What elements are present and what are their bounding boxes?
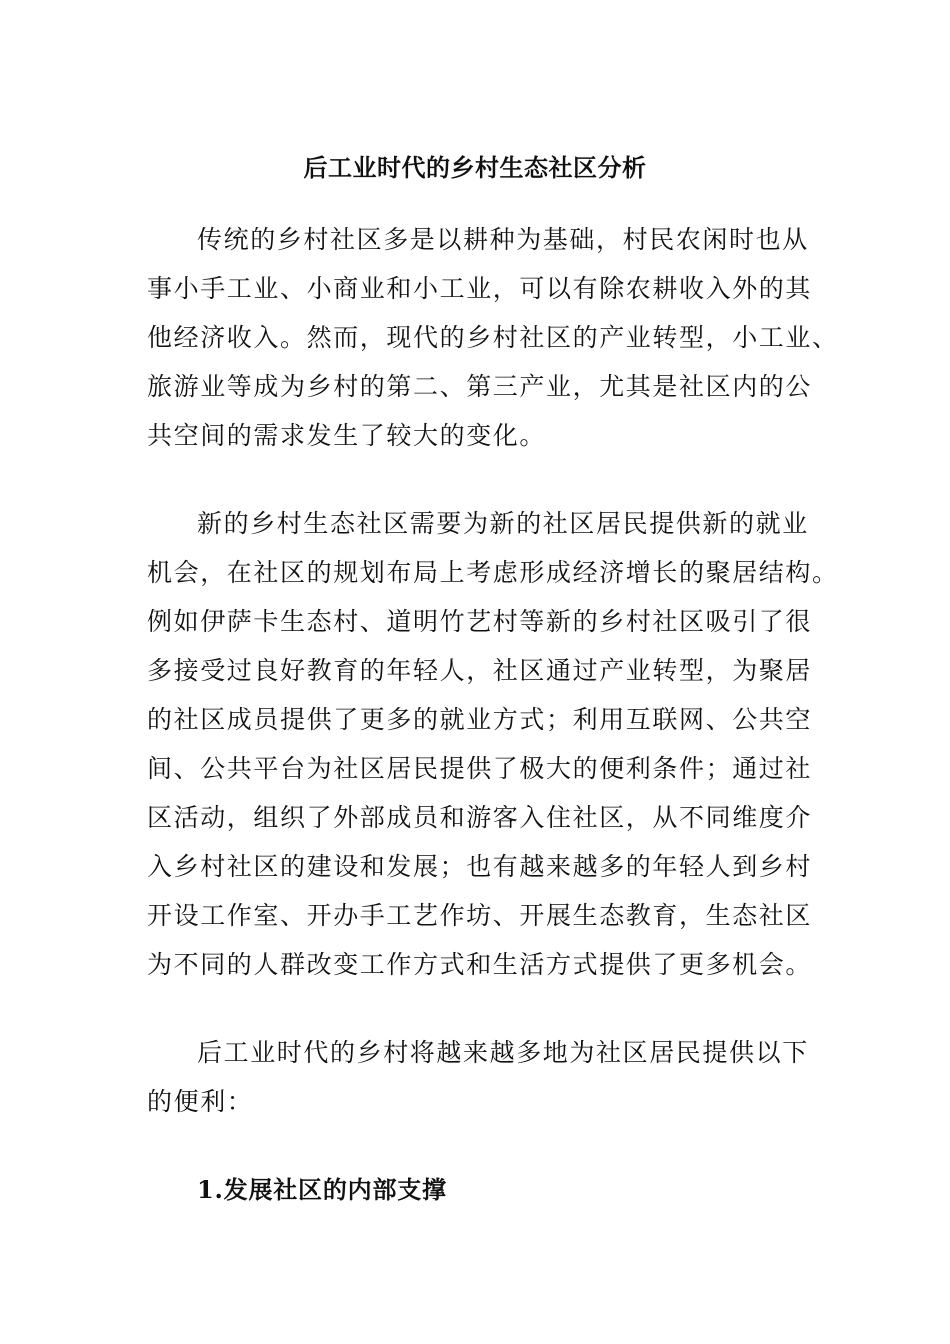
paragraph-3-line-1: 后工业时代的乡村将越来越多地为社区居民提供以下 <box>197 1038 809 1067</box>
paragraph-2-line-10: 为不同的人群改变工作方式和生活方式提供了更多机会。 <box>147 950 813 979</box>
paragraph-1-line-1: 传统的乡村社区多是以耕种为基础，村民农闲时也从 <box>197 225 809 254</box>
paragraph-2-line-6: 间、公共平台为社区居民提供了极大的便利条件；通过社 <box>147 754 813 783</box>
paragraph-2-line-8: 入乡村社区的建设和发展；也有越来越多的年轻人到乡村 <box>147 852 813 881</box>
paragraph-2-line-4: 多接受过良好教育的年轻人，社区通过产业转型，为聚居 <box>147 656 813 685</box>
paragraph-2-line-9: 开设工作室、开办手工艺作坊、开展生态教育，生态社区 <box>147 901 813 930</box>
paragraph-2-line-3: 例如伊萨卡生态村、道明竹艺村等新的乡村社区吸引了很 <box>147 607 813 636</box>
document-title: 后工业时代的乡村生态社区分析 <box>303 153 647 183</box>
section-heading: 1.发展社区的内部支撑 <box>197 1175 447 1204</box>
paragraph-1-line-5: 共空间的需求发生了较大的变化。 <box>147 421 547 450</box>
paragraph-1-line-2: 事小手工业、小商业和小工业，可以有除农耕收入外的其 <box>147 274 813 303</box>
paragraph-2-line-7: 区活动，组织了外部成员和游客入住社区，从不同维度介 <box>147 803 813 832</box>
paragraph-1-line-4: 旅游业等成为乡村的第二、第三产业，尤其是社区内的公 <box>147 372 813 401</box>
paragraph-2-line-1: 新的乡村生态社区需要为新的社区居民提供新的就业 <box>197 509 809 538</box>
paragraph-2-line-5: 的社区成员提供了更多的就业方式；利用互联网、公共空 <box>147 705 813 734</box>
paragraph-3-line-2: 的便利： <box>147 1087 254 1116</box>
paragraph-1-line-3: 他经济收入。然而，现代的乡村社区的产业转型，小工业、 <box>147 323 839 352</box>
paragraph-2-line-2: 机会，在社区的规划布局上考虑形成经济增长的聚居结构。 <box>147 558 839 587</box>
